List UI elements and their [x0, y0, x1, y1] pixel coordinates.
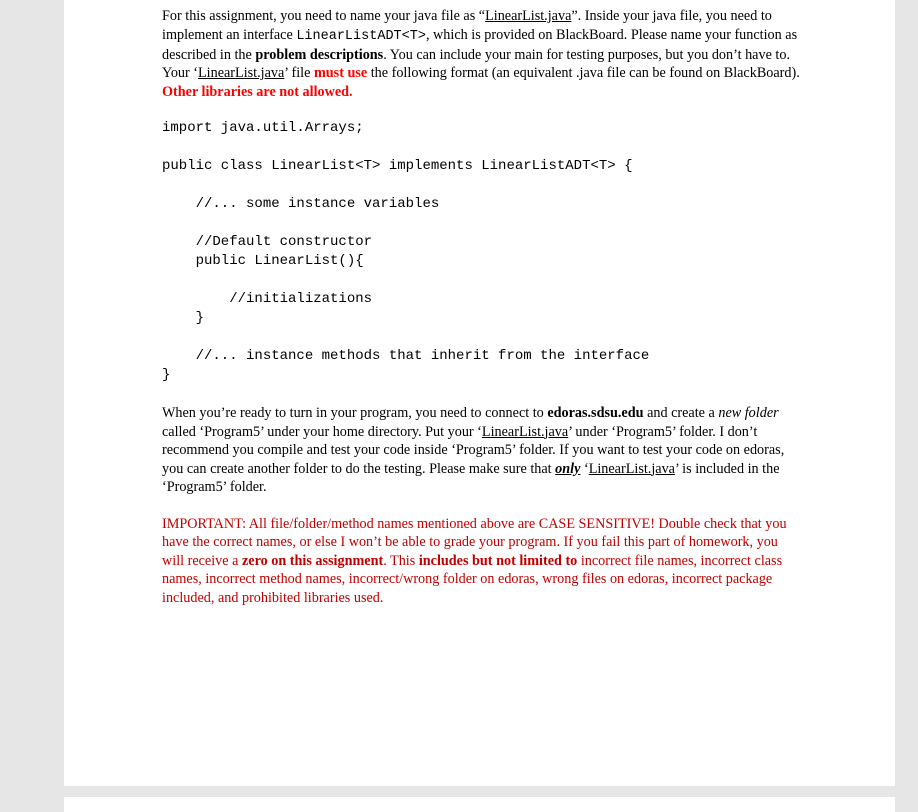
code-line: public LinearList(){ [162, 253, 364, 269]
only-emphasis: only [555, 460, 581, 477]
interface-name: LinearListADT<T> [296, 28, 426, 44]
bold-text: problem descriptions [255, 46, 384, 63]
submit-text: When you’re ready to turn in your program, you need to connect to [162, 405, 548, 421]
document-page [64, 0, 895, 786]
submit-text: ’ under ‘Program5’ folder. I don’t recommend you compile and test your code inside ‘Program5’ folder. If you want to test your code on edoras, you can create another folder to do the testing. Please make sure that [162, 423, 785, 477]
code-line: //... some instance variables [162, 196, 440, 212]
filename-link: LinearList.java [198, 65, 285, 81]
libraries-warning: Other libraries are not allowed. [162, 83, 353, 100]
important-paragraph [162, 515, 802, 608]
intro-text: ’ file [284, 65, 314, 81]
code-line: //Default constructor [162, 234, 373, 250]
important-text: IMPORTANT: All file/folder/method names mentioned above are CASE SENSITIVE! Double check that you have the correct names, or else I won’t be able to grade your program. If you fail this part of homework, you will receive a [162, 515, 787, 569]
intro-paragraph [162, 7, 802, 101]
submit-text: ’ is included in the ‘Program5’ folder. [162, 460, 780, 495]
next-page [64, 797, 895, 812]
intro-text: . You can include your main for testing purposes, but you don’t have to. Your ‘ [162, 46, 790, 81]
important-text: . This [383, 552, 419, 569]
intro-text: For this assignment, you need to name your java file as “ [162, 8, 486, 24]
code-line: //... instance methods that inherit from the interface [162, 348, 650, 364]
server-name: edoras.sdsu.edu [547, 405, 644, 421]
submit-text: and create a [643, 405, 719, 421]
must-use-warning: must use [313, 65, 368, 81]
page-content [162, 7, 802, 607]
submit-text: ‘ [580, 460, 589, 477]
filename-link: LinearList.java [588, 460, 675, 477]
intro-text: , which is provided on BlackBoard. Please name your function as described in the [162, 26, 798, 63]
intro-text: the following format (an equivalent .java file can be found on BlackBoard). [367, 65, 800, 81]
zero-warning: zero on this assignment [241, 552, 384, 569]
code-line: } [162, 367, 171, 383]
intro-text: ”. Inside your java file, you need to implement an interface [162, 8, 772, 43]
code-line: } [162, 310, 205, 326]
code-line: //initializations [162, 291, 373, 307]
code-block [162, 119, 802, 385]
includes-emphasis: includes but not limited to [418, 552, 578, 569]
submit-text: called ‘Program5’ under your home directory. Put your ‘ [162, 423, 482, 440]
important-text: incorrect file names, incorrect class names, incorrect method names, incorrect/wrong folder on edoras, wrong files on edoras, incorrect package included, and prohibited libraries used. [162, 552, 783, 606]
filename-link: LinearList.java [485, 8, 572, 24]
submission-paragraph [162, 404, 802, 497]
code-line: import java.util.Arrays; [162, 120, 364, 136]
code-line: public class LinearList<T> implements LinearListADT<T> { [162, 158, 633, 174]
italic-text: new folder [718, 405, 779, 421]
filename-link: LinearList.java [481, 423, 569, 440]
